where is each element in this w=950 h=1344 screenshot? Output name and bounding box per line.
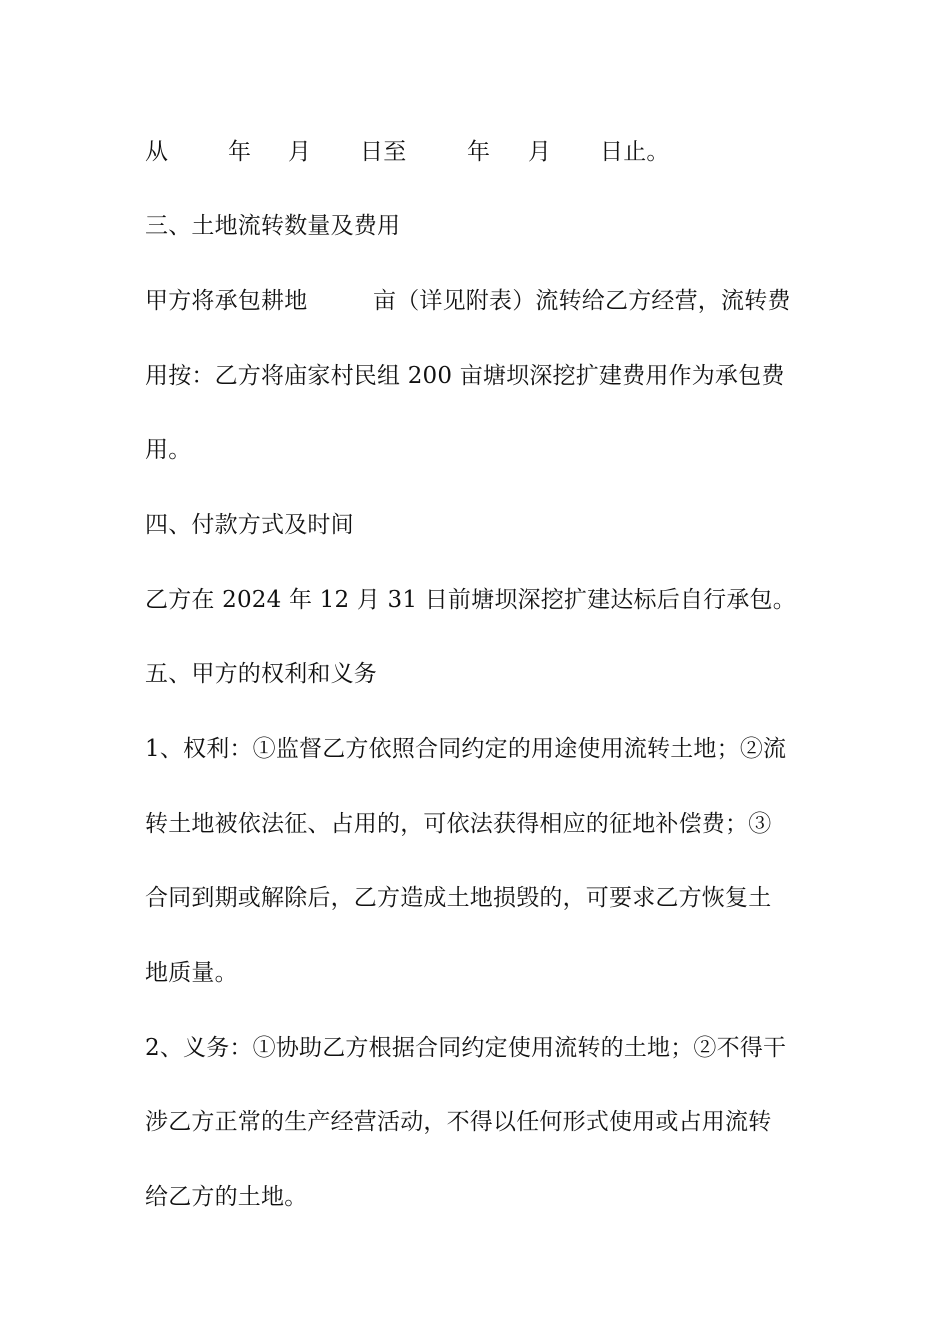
section-5-heading: 五、甲方的权利和义务 bbox=[145, 661, 377, 687]
term-year-start: 年 bbox=[228, 139, 252, 165]
rights-line-1: 1、权利：①监督乙方依照合同约定的用途使用流转土地；②流 bbox=[145, 736, 787, 762]
term-month-end: 月 bbox=[528, 139, 552, 165]
section-4-paragraph: 乙方在 2024 年 12 月 31 日前塘坝深挖扩建达标后自行承包。 bbox=[145, 587, 796, 613]
rights-line-2: 转土地被依法征、占用的，可依法获得相应的征地补偿费；③ bbox=[145, 811, 772, 837]
land-area-suffix: 亩（详见附表）流转给乙方经营，流转费 bbox=[373, 288, 791, 314]
rights-line-3: 合同到期或解除后，乙方造成土地损毁的，可要求乙方恢复土 bbox=[145, 885, 772, 911]
duties-line-3: 给乙方的土地。 bbox=[145, 1184, 308, 1210]
term-from: 从 bbox=[145, 139, 169, 165]
land-area-prefix: 甲方将承包耕地 bbox=[145, 288, 308, 314]
section-4-heading: 四、付款方式及时间 bbox=[145, 512, 354, 538]
term-day-to: 日至 bbox=[360, 139, 407, 165]
term-year-end: 年 bbox=[467, 139, 491, 165]
rights-line-4: 地质量。 bbox=[145, 960, 238, 986]
duties-line-2: 涉乙方正常的生产经营活动，不得以任何形式使用或占用流转 bbox=[145, 1109, 772, 1135]
term-day-end: 日止。 bbox=[600, 139, 670, 165]
section-3-paragraph-line-3: 用。 bbox=[145, 437, 192, 463]
duties-line-1: 2、义务：①协助乙方根据合同约定使用流转的土地；②不得干 bbox=[145, 1035, 787, 1061]
term-month-start: 月 bbox=[288, 139, 312, 165]
section-3-heading: 三、土地流转数量及费用 bbox=[145, 213, 401, 239]
section-3-paragraph-line-2: 用按：乙方将庙家村民组 200 亩塘坝深挖扩建费用作为承包费 bbox=[145, 363, 785, 389]
